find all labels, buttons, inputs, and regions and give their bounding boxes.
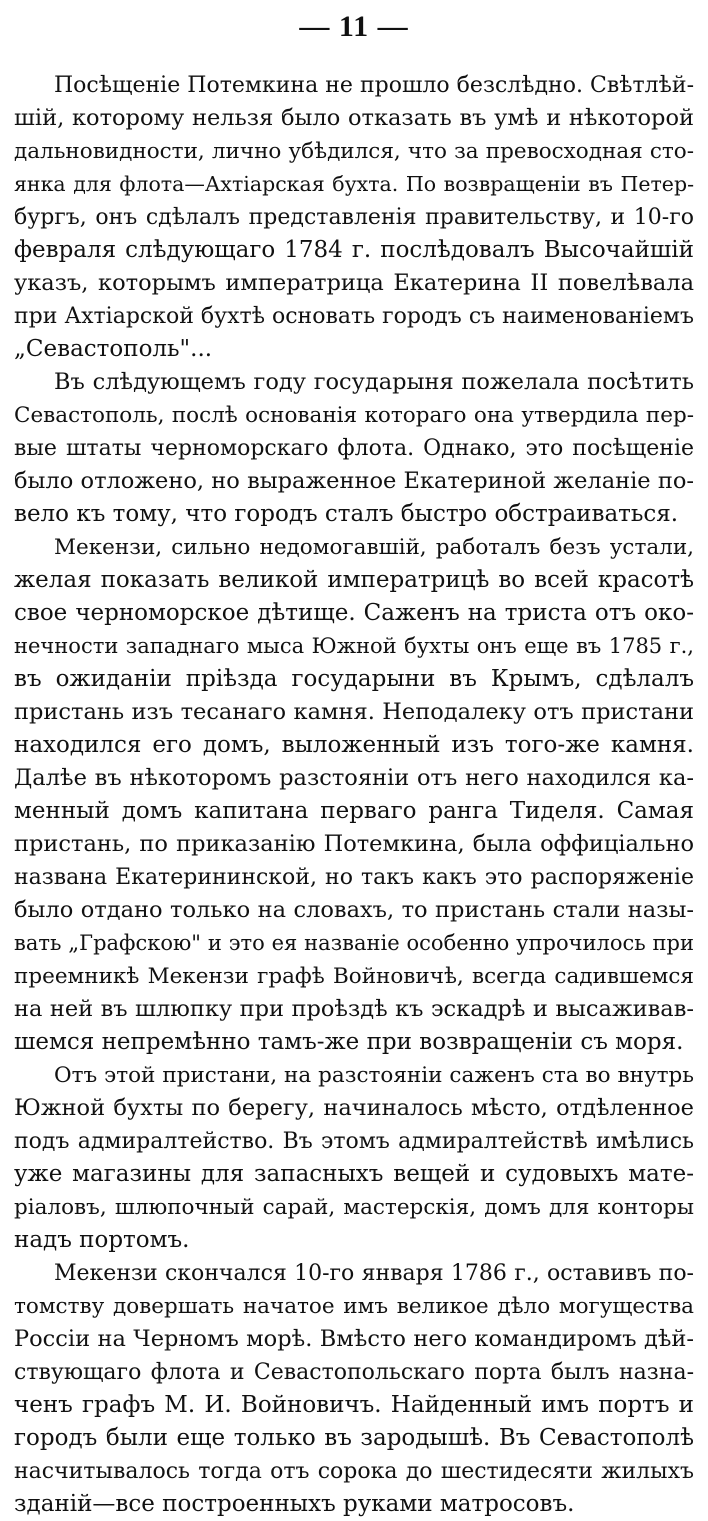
- text-line: зданій—все построенныхъ руками матросовъ.: [14, 1491, 575, 1517]
- text-line: желая показать великой императрицѣ во всей красотѣ: [14, 567, 694, 593]
- text-line: Мекензи, сильно недомогавшій, работалъ безъ устали,: [54, 535, 694, 560]
- text-line: шій, которому нельзя было отказать въ умѣ и нѣкоторой: [14, 105, 694, 131]
- text-line: Россіи на Черномъ морѣ. Вмѣсто него командиромъ дѣй-: [14, 1326, 694, 1352]
- text-line: менный домъ капитана перваго ранга Тиделя. Самая: [14, 798, 694, 824]
- text-line: на ней въ шлюпку при проѣздѣ къ эскадрѣ и высаживав-: [14, 996, 694, 1022]
- text-line: пристань изъ тесанаго камня. Неподалеку отъ пристани: [14, 699, 694, 725]
- body-text: [14, 69, 694, 1521]
- text-line: „Севастополь"...: [14, 336, 213, 362]
- text-line: янка для флота—Ахтіарская бухта. По возвращеніи въ Петер-: [14, 172, 694, 196]
- text-line: Посѣщеніе Потемкина не прошло безслѣдно. Свѣтлѣй-: [54, 73, 694, 98]
- text-line: городъ были еще только въ зародышѣ. Въ Севастополѣ: [14, 1425, 694, 1451]
- text-line: февраля слѣдующаго 1784 г. послѣдовалъ Высочайшій: [14, 237, 694, 263]
- text-line: подъ адмиралтейство. Въ этомъ адмиралтействѣ имѣлись: [14, 1129, 694, 1154]
- text-line: преемникѣ Мекензи графѣ Войновичѣ, всегда садившемся: [14, 964, 694, 989]
- text-line: вать „Графскою" и это ея названіе особенно упрочилось при: [14, 931, 694, 955]
- text-line: пристань, по приказанію Потемкина, была оффиціально: [14, 831, 694, 857]
- text-line: указъ, которымъ императрица Екатерина II повелѣвала: [14, 270, 694, 296]
- text-line: Мекензи скончался 10-го января 1786 г., оставивъ по-: [54, 1261, 694, 1286]
- text-line: Въ слѣдующемъ году государыня пожелала посѣтить: [54, 369, 694, 395]
- text-line: бургъ, онъ сдѣлалъ представленія правительству, и 10-го: [14, 205, 694, 230]
- text-line: надъ портомъ.: [14, 1227, 190, 1253]
- text-line: Севастополь, послѣ основанія котораго она утвердила пер-: [14, 403, 694, 428]
- text-line: при Ахтіарской бухтѣ основать городъ съ наименованіемъ: [14, 304, 694, 329]
- text-line: Южной бухты по берегу, начиналось мѣсто, отдѣленное: [14, 1095, 694, 1121]
- text-line: въ ожиданіи пріѣзда государыни въ Крымъ, сдѣлалъ: [14, 666, 694, 692]
- text-line: шемся непремѣнно тамъ-же при возвращеніи съ моря.: [14, 1029, 684, 1055]
- text-line: вело къ тому, что городъ сталъ быстро обстраиваться.: [14, 501, 679, 527]
- text-line: ствующаго флота и Севастопольскаго порта былъ назна-: [14, 1360, 694, 1385]
- text-line: было отдано только на словахъ, то пристань стали назы-: [14, 897, 694, 923]
- text-line: свое черноморское дѣтище. Саженъ на триста отъ око-: [14, 600, 694, 626]
- text-line: Далѣе въ нѣкоторомъ разстояніи отъ него находился ка-: [14, 765, 694, 791]
- text-line: ченъ графъ М. И. Войновичъ. Найденный имъ портъ и: [14, 1392, 694, 1418]
- text-line: Отъ этой пристани, на разстояніи саженъ ста во внутрь: [54, 1063, 694, 1088]
- text-line: было отложено, но выраженное Екатериной желаніе по-: [14, 468, 694, 494]
- text-line: находился его домъ, выложенный изъ того-же камня.: [14, 732, 694, 758]
- text-line: вые штаты черноморскаго флота. Однако, это посѣщеніе: [14, 436, 694, 461]
- text-line: томству довершать начатое имъ великое дѣло могущества: [14, 1294, 694, 1319]
- text-line: нечности западнаго мыса Южной бухты онъ еще въ 1785 г.,: [14, 634, 694, 658]
- text-line: названа Екатерининской, но такъ какъ это распоряженіе: [14, 865, 694, 890]
- text-line: дальновидности, лично убѣдился, что за превосходная сто-: [14, 139, 694, 164]
- text-line: уже магазины для запасныхъ вещей и судовыхъ мате-: [14, 1161, 694, 1187]
- page-number: — 11 —: [299, 10, 409, 43]
- text-line: насчитывалось тогда отъ сорока до шестидесяти жилыхъ: [14, 1459, 694, 1484]
- text-line: ріаловъ, шлюпочный сарай, мастерскія, домъ для конторы: [14, 1195, 694, 1220]
